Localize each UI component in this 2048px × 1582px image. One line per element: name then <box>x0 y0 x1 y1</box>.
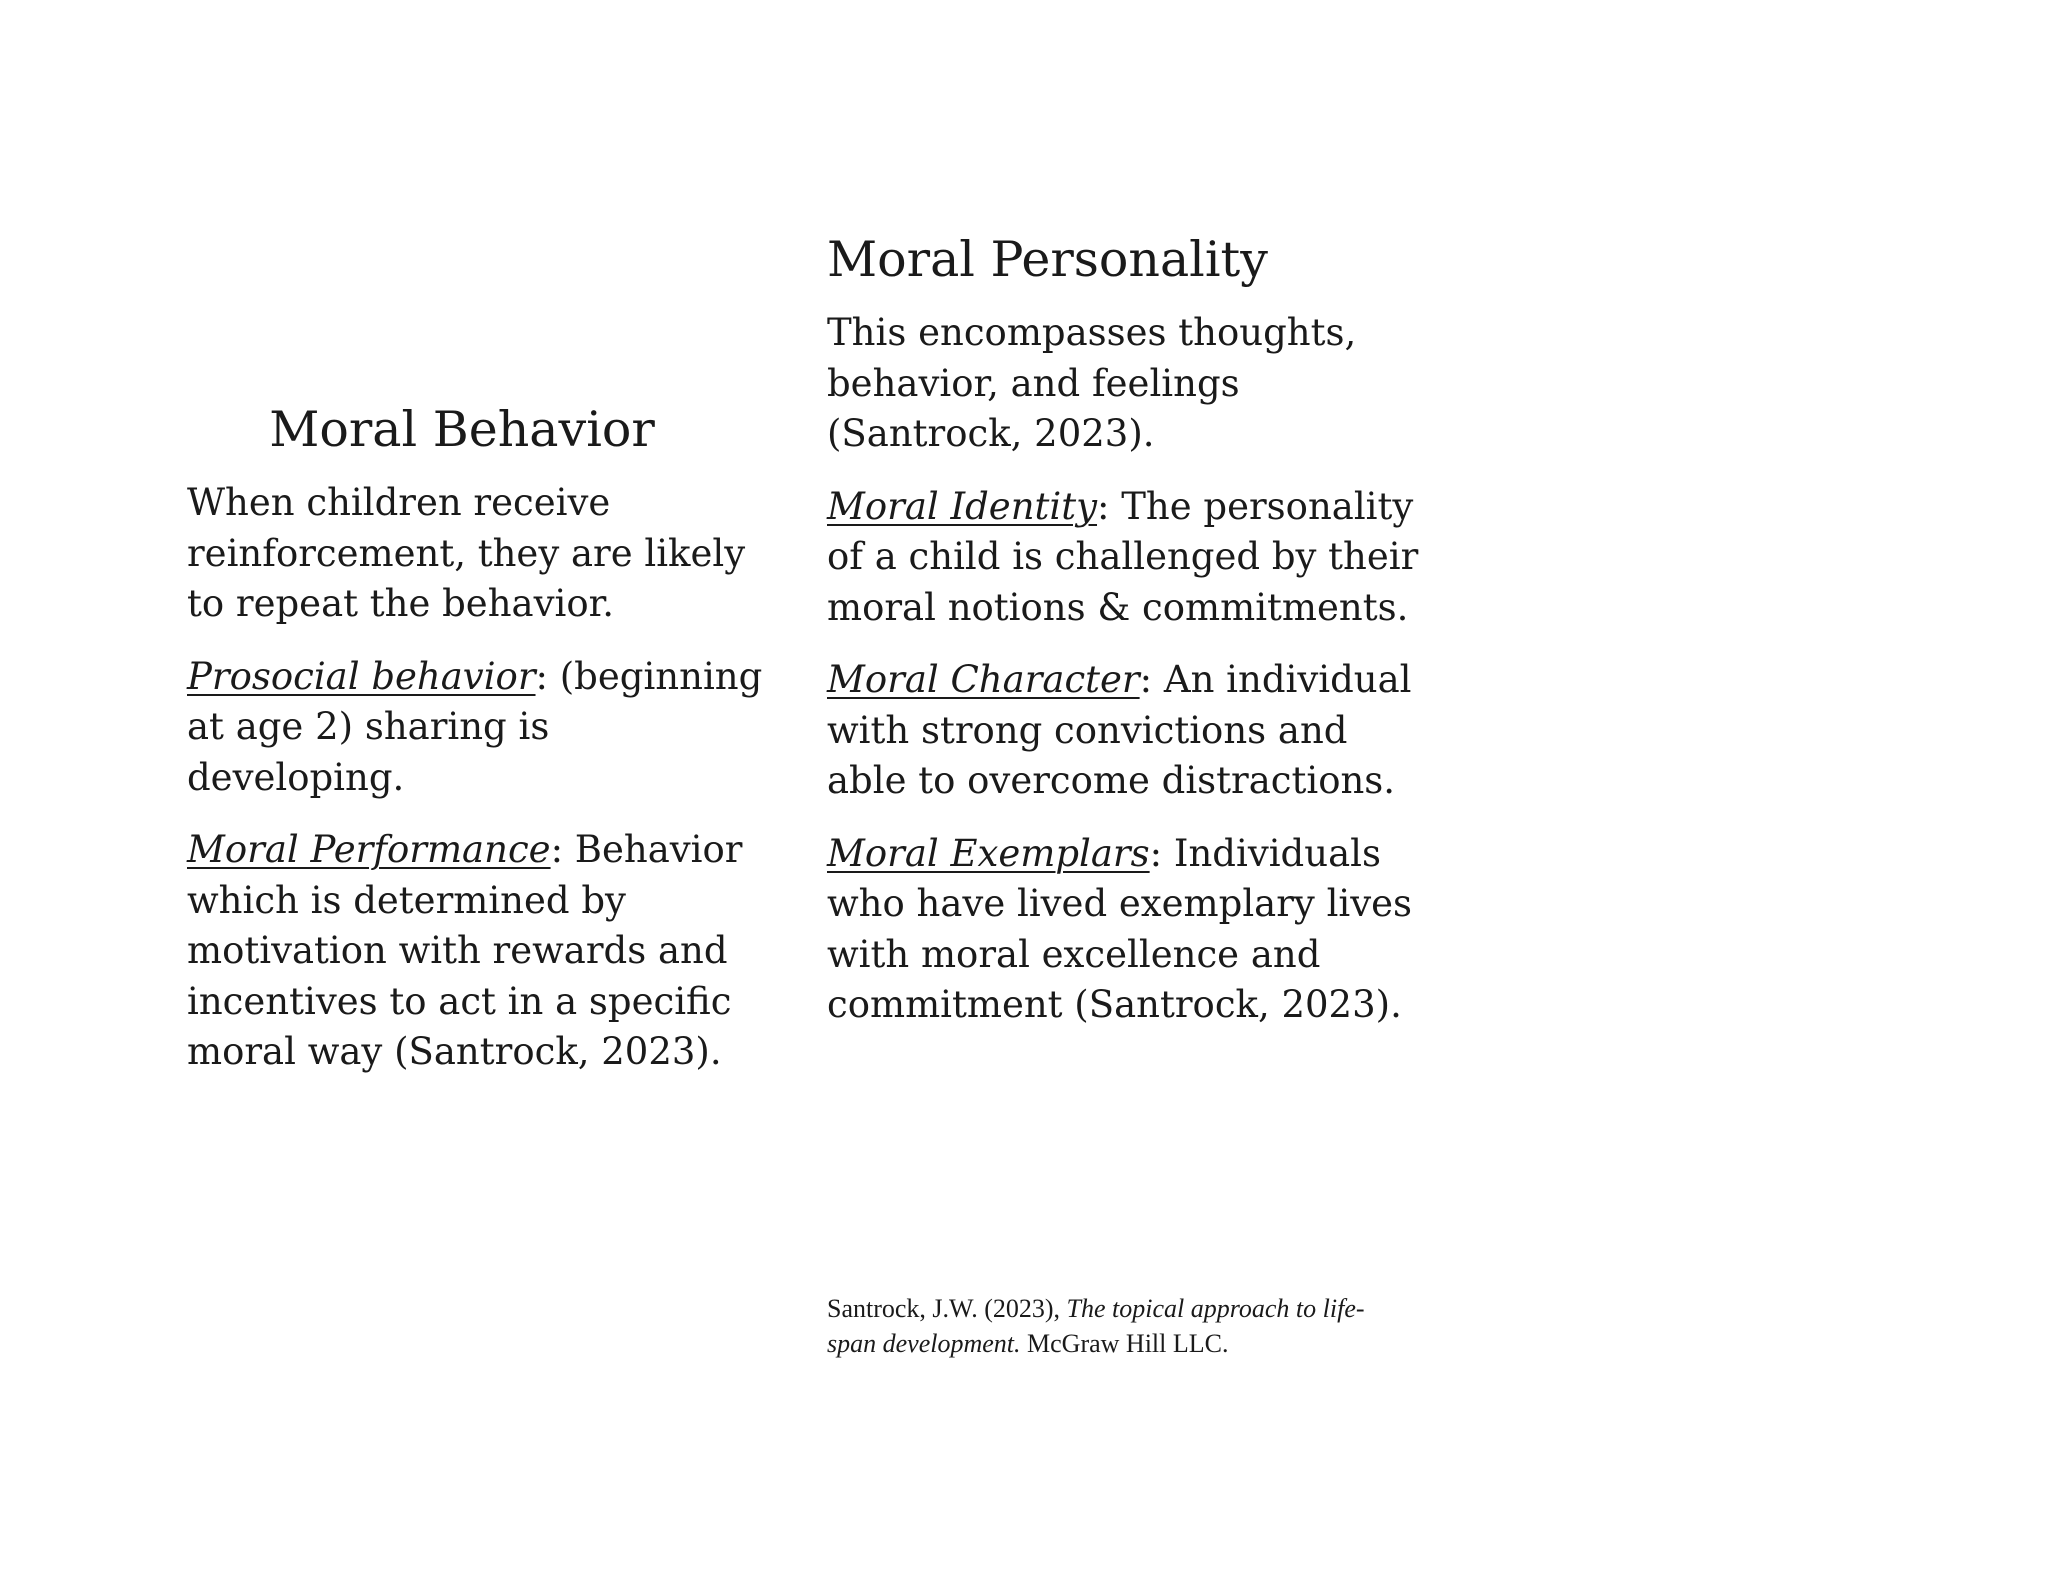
moral-behavior-section <box>187 400 767 1100</box>
moral-performance-sep: : <box>550 828 564 871</box>
moral-exemplars-term: Moral Exemplars <box>827 831 1150 875</box>
citation-publisher: McGraw Hill LLC. <box>1020 1329 1229 1358</box>
moral-character-text: An individual with strong convictions and able to overcome distractions. <box>827 658 1412 802</box>
moral-character-term: Moral Character <box>827 658 1140 701</box>
moral-performance-item <box>187 825 767 1078</box>
moral-identity-sep: : <box>1097 484 1110 528</box>
moral-personality-intro: This encompasses thoughts, behavior, and feelings (Santrock, 2023). <box>827 311 1357 455</box>
moral-identity-text: The personality of a child is challenged by their moral notions & commitments. <box>827 484 1419 629</box>
moral-personality-section <box>827 230 1427 1053</box>
moral-identity-item <box>827 482 1427 634</box>
citation-title: The topical approach to life-span development. <box>827 1294 1365 1358</box>
prosocial-behavior-term: Prosocial behavior <box>187 654 536 698</box>
moral-character-sep: : <box>1139 658 1153 701</box>
moral-exemplars-sep: : <box>1149 831 1163 875</box>
prosocial-behavior-sep: : <box>535 654 548 698</box>
moral-behavior-intro: When children receive reinforcement, they are likely to repeat the behavior. <box>187 481 746 625</box>
moral-behavior-heading: Moral Behavior <box>269 401 655 458</box>
moral-personality-heading: Moral Personality <box>827 231 1268 288</box>
moral-performance-term: Moral Performance <box>187 828 551 871</box>
moral-identity-term: Moral Identity <box>827 484 1098 528</box>
moral-character-item <box>827 655 1427 807</box>
prosocial-behavior-item <box>187 652 767 804</box>
citation-author: Santrock, J.W. (2023), <box>827 1294 1067 1323</box>
prosocial-behavior-text: (beginning at age 2) sharing is developing. <box>187 654 763 799</box>
reference-citation <box>827 1291 1387 1361</box>
moral-performance-text: Behavior which is determined by motivation with rewards and incentives to act in a specific moral way (Santrock, 2023). <box>187 828 743 1073</box>
moral-exemplars-item <box>827 829 1427 1031</box>
moral-exemplars-text: Individuals who have lived exemplary lives with moral excellence and commitment (Santrock, 2023). <box>827 831 1413 1026</box>
